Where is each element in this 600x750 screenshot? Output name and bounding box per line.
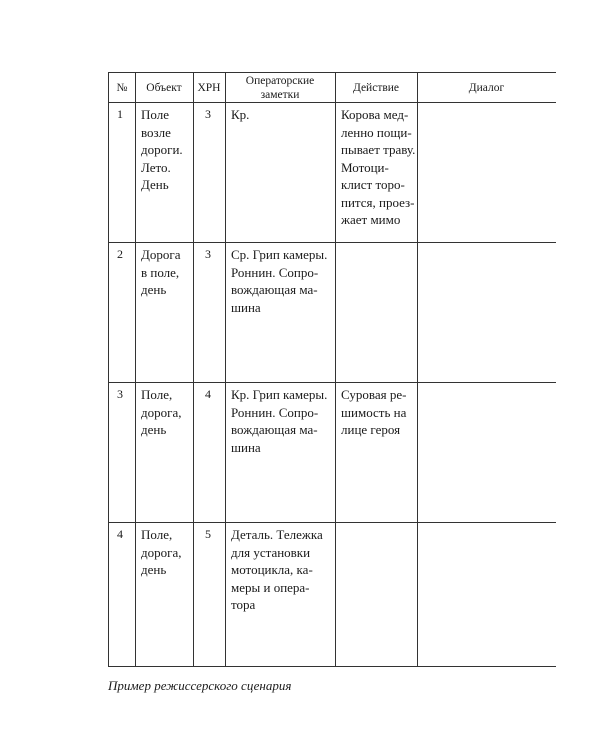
header-notes: Операторские заметки: [245, 75, 315, 101]
row-4-notes: Деталь. Тележка для установки мотоцикла, ка- меры и опера- тора: [231, 527, 323, 612]
table-col-divider: [335, 72, 336, 667]
row-1-xrn: 3: [205, 107, 211, 121]
row-1-num: 1: [117, 107, 123, 121]
header-action: Действие: [352, 82, 400, 94]
figure-caption: Пример режиссерского сценария: [108, 678, 292, 693]
table-col-divider: [135, 72, 136, 667]
row-3-object: Поле, дорога, день: [141, 387, 182, 437]
row-2-object: Дорога в поле, день: [141, 247, 181, 297]
row-1-action: Корова мед- ленно пощи- пывает траву. Мотоци- клист торо- пится, проез- жает мимо: [341, 107, 416, 227]
header-dialog: Диалог: [468, 82, 505, 94]
table-row-divider: [108, 522, 556, 523]
table-header-border: [108, 102, 556, 103]
header-num: №: [116, 82, 128, 94]
header-object: Объект: [146, 82, 182, 94]
header-xrn: ХРН: [197, 82, 221, 94]
table-row-divider: [108, 382, 556, 383]
row-1-notes: Кр.: [231, 107, 250, 122]
table-col-divider: [193, 72, 194, 667]
row-2-notes: Ср. Грип камеры. Роннин. Сопро- вождающая ма- шина: [231, 247, 328, 315]
table-left-border: [108, 72, 109, 667]
row-4-object: Поле, дорога, день: [141, 527, 182, 577]
table-row-divider: [108, 242, 556, 243]
row-3-num: 3: [117, 387, 123, 401]
table-col-divider: [225, 72, 226, 667]
row-4-xrn: 5: [205, 527, 211, 541]
table-top-border: [108, 72, 556, 73]
row-3-xrn: 4: [205, 387, 211, 401]
row-2-xrn: 3: [205, 247, 211, 261]
row-3-notes: Кр. Грип камеры. Роннин. Сопро- вождающая ма- шина: [231, 387, 328, 455]
table-col-divider: [417, 72, 418, 667]
table-bottom-border: [108, 666, 556, 667]
row-1-object: Поле возле дороги. Лето. День: [141, 107, 183, 192]
row-4-num: 4: [117, 527, 123, 541]
row-2-num: 2: [117, 247, 123, 261]
row-3-action: Суровая ре- шимость на лице героя: [341, 387, 407, 437]
